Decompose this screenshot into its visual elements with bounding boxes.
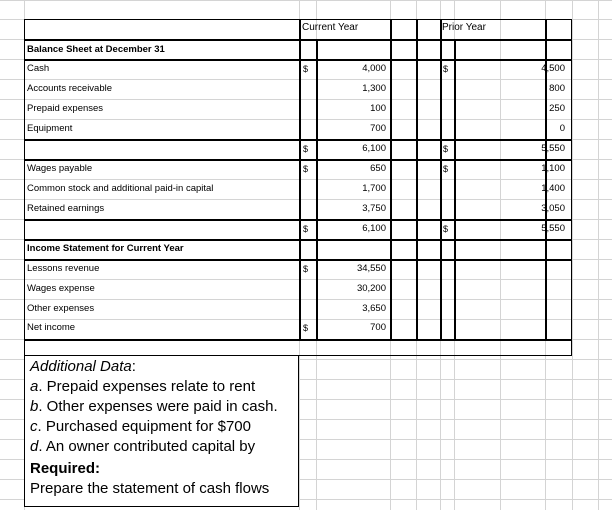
income-statement-title: Income Statement for Current Year [27,243,184,254]
row-label: Cash [27,63,50,74]
current-dollar-sign: $ [303,323,309,333]
current-value: 1,700 [362,183,386,194]
current-value: 1,300 [362,83,386,94]
row-label: Wages expense [27,283,95,294]
current-value: 700 [370,322,386,333]
row-label: Lessons revenue [27,263,100,274]
current-dollar-sign: $ [303,164,309,174]
current-dollar-sign: $ [303,144,309,154]
current-dollar-sign: $ [303,64,309,74]
current-total: 6,100 [362,223,386,234]
row-label: Retained earnings [27,203,105,214]
prior-dollar-sign: $ [443,224,449,234]
additional-item: c. Purchased equipment for $700 [30,418,251,435]
row-label: Accounts receivable [27,83,113,94]
prior-total: 5,550 [541,223,565,234]
prior-value: 1,100 [541,163,565,174]
additional-data-title: Additional Data: [30,358,136,375]
current-value: 3,750 [362,203,386,214]
current-value: 34,550 [356,263,386,274]
current-value: 3,650 [362,303,386,314]
prior-total: 5,550 [541,143,565,154]
prior-value: 3,050 [541,203,565,214]
current-value: 700 [370,123,386,134]
current-value: 100 [370,103,386,114]
prior-value: 4,500 [541,63,565,74]
current-dollar-sign: $ [303,264,309,274]
prior-dollar-sign: $ [443,164,449,174]
row-label: Wages payable [27,163,93,174]
additional-item: a. Prepaid expenses relate to rent [30,378,256,395]
additional-item: b. Other expenses were paid in cash. [30,398,278,415]
current-value: 4,000 [362,63,386,74]
current-value: 30,200 [356,283,386,294]
row-label: Net income [27,322,76,333]
prior-value: 800 [549,83,565,94]
row-label: Equipment [27,123,73,134]
prior-value: 1,400 [541,183,565,194]
prior-dollar-sign: $ [443,144,449,154]
additional-item: d. An owner contributed capital by [30,438,256,455]
row-label: Prepaid expenses [27,103,104,114]
prior-value: 0 [559,123,565,134]
prior-year-header: Prior Year [442,22,486,33]
balance-sheet-title: Balance Sheet at December 31 [27,44,165,55]
required-text: Prepare the statement of cash flows [30,480,270,497]
current-dollar-sign: $ [303,224,309,234]
current-year-header: Current Year [302,22,359,33]
prior-value: 250 [549,103,565,114]
current-total: 6,100 [362,143,386,154]
current-value: 650 [370,163,386,174]
prior-dollar-sign: $ [443,64,449,74]
row-label: Other expenses [27,303,95,314]
row-label: Common stock and additional paid-in capital [27,183,214,194]
required-label: Required: [30,460,101,477]
